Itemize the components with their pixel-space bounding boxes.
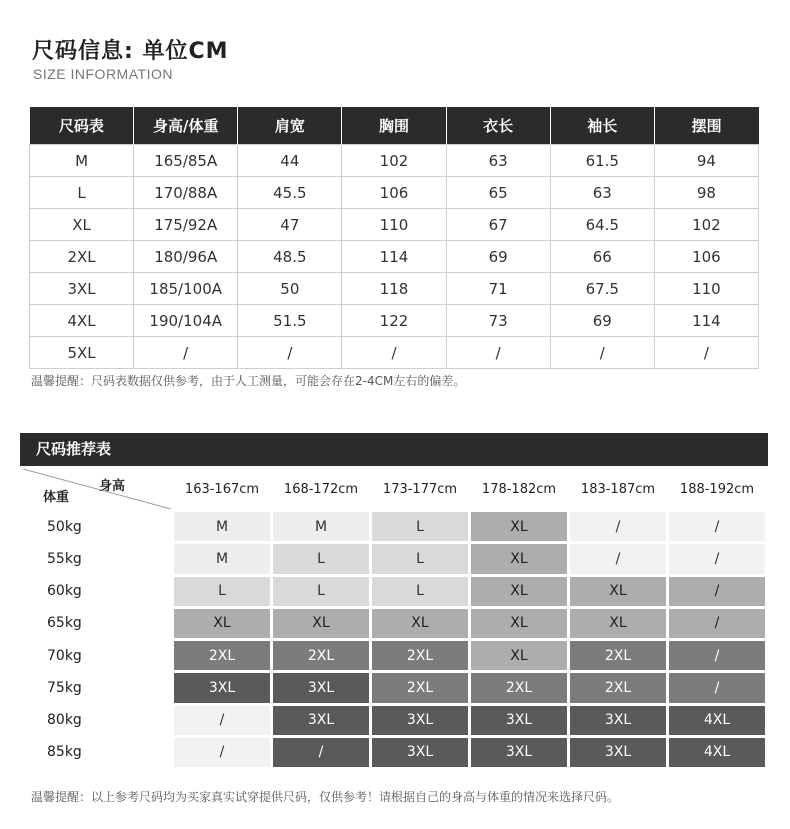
recommend-title: 尺码推荐表 [20,433,768,466]
size-recommendation-cell: 4XL [669,706,765,735]
page-subtitle: SIZE INFORMATION [33,66,173,82]
table-row [30,145,759,177]
size-recommendation-cell: 2XL [273,641,369,670]
table-cell: M [30,145,134,177]
table-cell: 122 [342,305,446,337]
size-recommendation-cell: / [669,609,765,638]
size-recommendation-cell: 3XL [273,706,369,735]
weight-label: 60kg [23,577,171,606]
weight-label: 75kg [23,673,171,702]
table-cell: 98 [654,177,758,209]
table-cell: 44 [238,145,342,177]
height-range-header: 178-182cm [471,469,567,509]
table-cell: 66 [550,241,654,273]
size-recommendation-cell: XL [570,609,666,638]
size-recommendation-cell: / [174,738,270,767]
table-cell: 3XL [30,273,134,305]
table-cell: 106 [654,241,758,273]
table-cell: 65 [446,177,550,209]
size-table-header [30,107,759,145]
size-recommendation-cell: XL [471,577,567,606]
size-recommendation-cell: / [570,512,666,541]
size-recommendation-cell: XL [570,577,666,606]
table-row [23,609,765,638]
size-recommendation-cell: / [570,544,666,573]
size-recommendation-cell: 3XL [570,706,666,735]
table-cell: 47 [238,209,342,241]
height-range-header: 163-167cm [174,469,270,509]
size-recommendation-cell: XL [471,544,567,573]
table-cell: 175/92A [134,209,238,241]
table-row [30,241,759,273]
corner-weight-label: 体重 [43,490,70,505]
size-recommendation-cell: 3XL [372,706,468,735]
size-recommendation-cell: / [669,673,765,702]
table-cell: 110 [342,209,446,241]
table-row [23,673,765,702]
size-recommendation-cell: 3XL [570,738,666,767]
measurement-note: 温馨提醒：尺码表数据仅供参考，由于人工测量，可能会存在2-4CM左右的偏差。 [31,374,466,388]
size-recommendation-cell: XL [372,609,468,638]
size-recommendation-cell: 2XL [471,673,567,702]
size-col-header: 摆围 [654,107,758,145]
table-cell: 63 [550,177,654,209]
table-cell: 45.5 [238,177,342,209]
size-table-body [30,145,759,369]
size-recommendation-cell: / [669,641,765,670]
weight-label: 65kg [23,609,171,638]
size-recommendation-cell: 3XL [273,673,369,702]
table-cell: 4XL [30,305,134,337]
size-recommendation-cell: 3XL [471,706,567,735]
size-recommendation-cell: 3XL [372,738,468,767]
size-recommendation-cell: / [273,738,369,767]
size-recommendation-cell: M [273,512,369,541]
table-row [23,544,765,573]
table-cell: 170/88A [134,177,238,209]
table-cell: 190/104A [134,305,238,337]
table-row [30,209,759,241]
table-cell: / [550,337,654,369]
height-range-header: 173-177cm [372,469,468,509]
table-row [23,706,765,735]
table-row [30,337,759,369]
corner-height-label: 身高 [98,479,125,494]
table-cell: L [30,177,134,209]
table-cell: 67.5 [550,273,654,305]
size-recommendation-cell: 2XL [174,641,270,670]
table-row [30,273,759,305]
table-row [30,177,759,209]
height-range-header: 188-192cm [669,469,765,509]
size-recommendation-cell: / [669,512,765,541]
size-recommendation-cell: L [273,544,369,573]
table-cell: 114 [342,241,446,273]
recommend-body [23,512,765,767]
size-recommendation-cell: 4XL [669,738,765,767]
size-recommendation-cell: 3XL [174,673,270,702]
height-range-header: 183-187cm [570,469,666,509]
table-cell: 165/85A [134,145,238,177]
size-recommendation-cell: XL [471,641,567,670]
table-cell: 106 [342,177,446,209]
weight-label: 85kg [23,738,171,767]
table-cell: / [654,337,758,369]
table-cell: 69 [550,305,654,337]
weight-label: 50kg [23,512,171,541]
table-cell: 71 [446,273,550,305]
size-recommendation-cell: M [174,512,270,541]
size-recommendation-cell: 3XL [471,738,567,767]
size-col-header: 衣长 [446,107,550,145]
size-recommendation-cell: L [372,577,468,606]
size-recommendation-cell: / [669,544,765,573]
weight-label: 55kg [23,544,171,573]
table-cell: 114 [654,305,758,337]
table-row [23,738,765,767]
table-cell: / [134,337,238,369]
weight-label: 70kg [23,641,171,670]
size-col-header: 身高/体重 [134,107,238,145]
size-recommendation-cell: 2XL [570,673,666,702]
table-cell: 48.5 [238,241,342,273]
table-cell: 69 [446,241,550,273]
table-cell: 73 [446,305,550,337]
table-row [23,641,765,670]
table-cell: 180/96A [134,241,238,273]
recommend-note: 温馨提醒：以上参考尺码均为买家真实试穿提供尺码，仅供参考！请根据自己的身高与体重的情况来选择尺码。 [31,790,620,804]
table-cell: 5XL [30,337,134,369]
table-cell: 118 [342,273,446,305]
table-cell: 94 [654,145,758,177]
size-recommendation-cell: L [372,544,468,573]
table-cell: 64.5 [550,209,654,241]
size-col-header: 尺码表 [30,107,134,145]
table-row [23,577,765,606]
corner-cell [23,469,171,509]
recommend-table [20,466,768,770]
size-recommendation-cell: 2XL [372,673,468,702]
table-cell: 50 [238,273,342,305]
table-cell: / [342,337,446,369]
table-cell: 61.5 [550,145,654,177]
table-cell: 2XL [30,241,134,273]
size-recommendation-cell: L [174,577,270,606]
table-cell: XL [30,209,134,241]
size-recommendation-cell: L [273,577,369,606]
table-row [30,305,759,337]
size-recommendation-cell: 2XL [372,641,468,670]
size-recommendation-cell: XL [273,609,369,638]
table-cell: 63 [446,145,550,177]
table-cell: 185/100A [134,273,238,305]
page-title: 尺码信息: 单位CM [32,39,229,64]
table-cell: 67 [446,209,550,241]
table-cell: 102 [654,209,758,241]
size-recommendation-cell: XL [471,512,567,541]
recommend-header-row [23,469,765,509]
size-col-header: 袖长 [550,107,654,145]
size-recommendation-cell: M [174,544,270,573]
table-cell: 51.5 [238,305,342,337]
size-recommendation-cell: XL [174,609,270,638]
size-recommendation-cell: / [174,706,270,735]
size-col-header: 胸围 [342,107,446,145]
size-recommendation-cell: / [669,577,765,606]
size-recommendation-cell: 2XL [570,641,666,670]
table-row [23,512,765,541]
table-cell: 110 [654,273,758,305]
table-cell: 102 [342,145,446,177]
table-cell: / [238,337,342,369]
weight-label: 80kg [23,706,171,735]
size-col-header: 肩宽 [238,107,342,145]
size-table [29,107,759,369]
height-range-header: 168-172cm [273,469,369,509]
size-recommendation-cell: XL [471,609,567,638]
size-recommendation-cell: L [372,512,468,541]
table-cell: / [446,337,550,369]
